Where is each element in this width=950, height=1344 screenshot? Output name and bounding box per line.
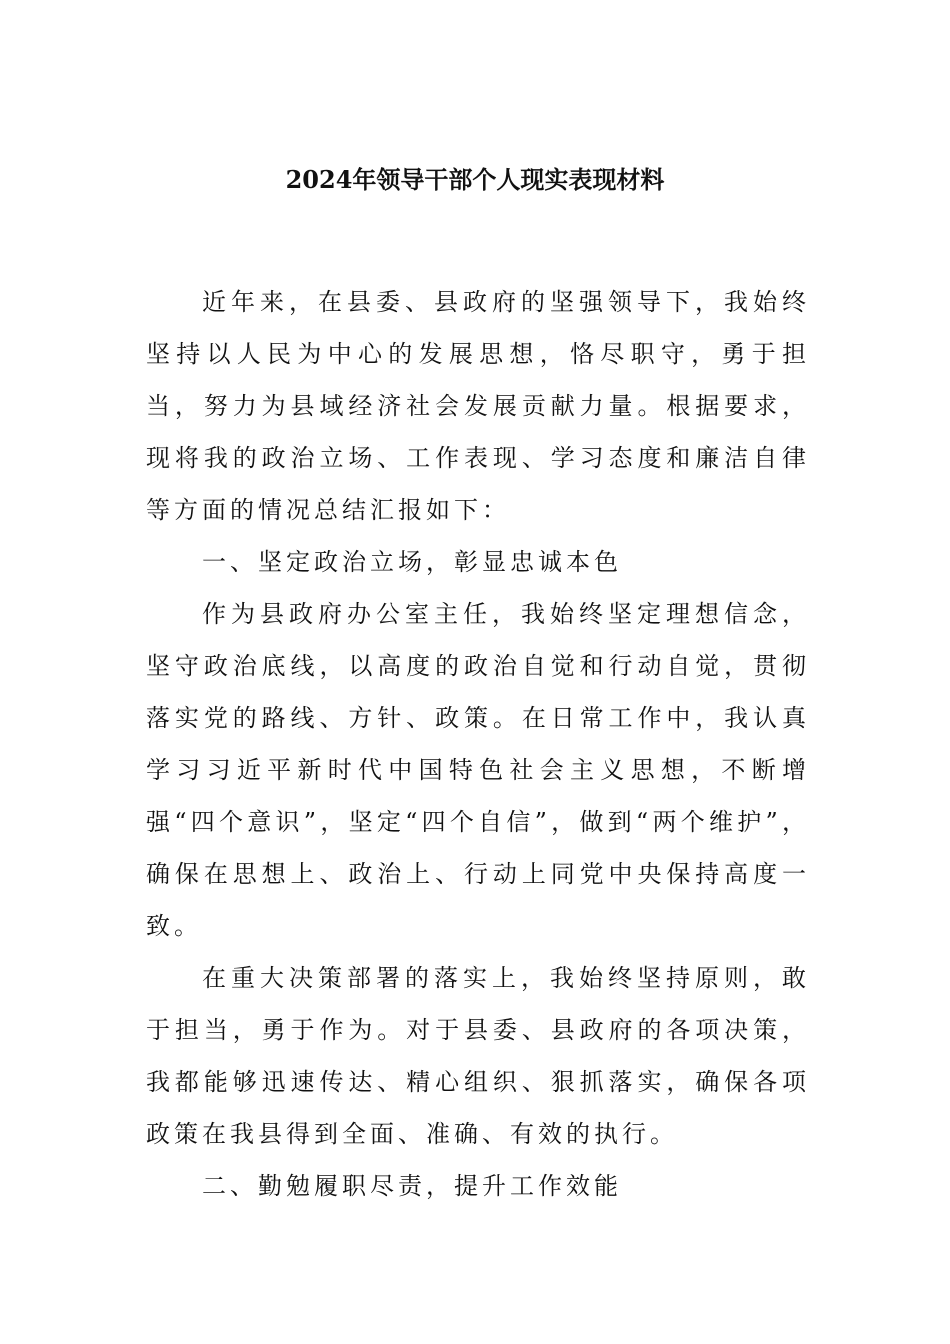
- document-body: [146, 276, 810, 1212]
- intro-paragraph: 近年来，在县委、县政府的坚强领导下，我始终坚持以人民为中心的发展思想，恪尽职守，勇于担当，努力为县域经济社会发展贡献力量。根据要求，现将我的政治立场、工作表现、学习态度和廉洁自律等方面的情况总结汇报如下：: [146, 288, 810, 524]
- section-heading-2: 二、勤勉履职尽责，提升工作效能: [202, 1172, 622, 1200]
- section-heading-1: 一、坚定政治立场，彰显忠诚本色: [202, 548, 622, 576]
- document-title: 2024年领导干部个人现实表现材料: [285, 165, 665, 194]
- section-1-paragraph-1: 作为县政府办公室主任，我始终坚定理想信念，坚守政治底线，以高度的政治自觉和行动自觉，贯彻落实党的路线、方针、政策。在日常工作中，我认真学习习近平新时代中国特色社会主义思想，不断增强“四个意识”，坚定“四个自信”，做到“两个维护”，确保在思想上、政治上、行动上同党中央保持高度一致。: [146, 600, 810, 940]
- section-1-paragraph-2: 在重大决策部署的落实上，我始终坚持原则，敢于担当，勇于作为。对于县委、县政府的各项决策，我都能够迅速传达、精心组织、狠抓落实，确保各项政策在我县得到全面、准确、有效的执行。: [146, 964, 810, 1148]
